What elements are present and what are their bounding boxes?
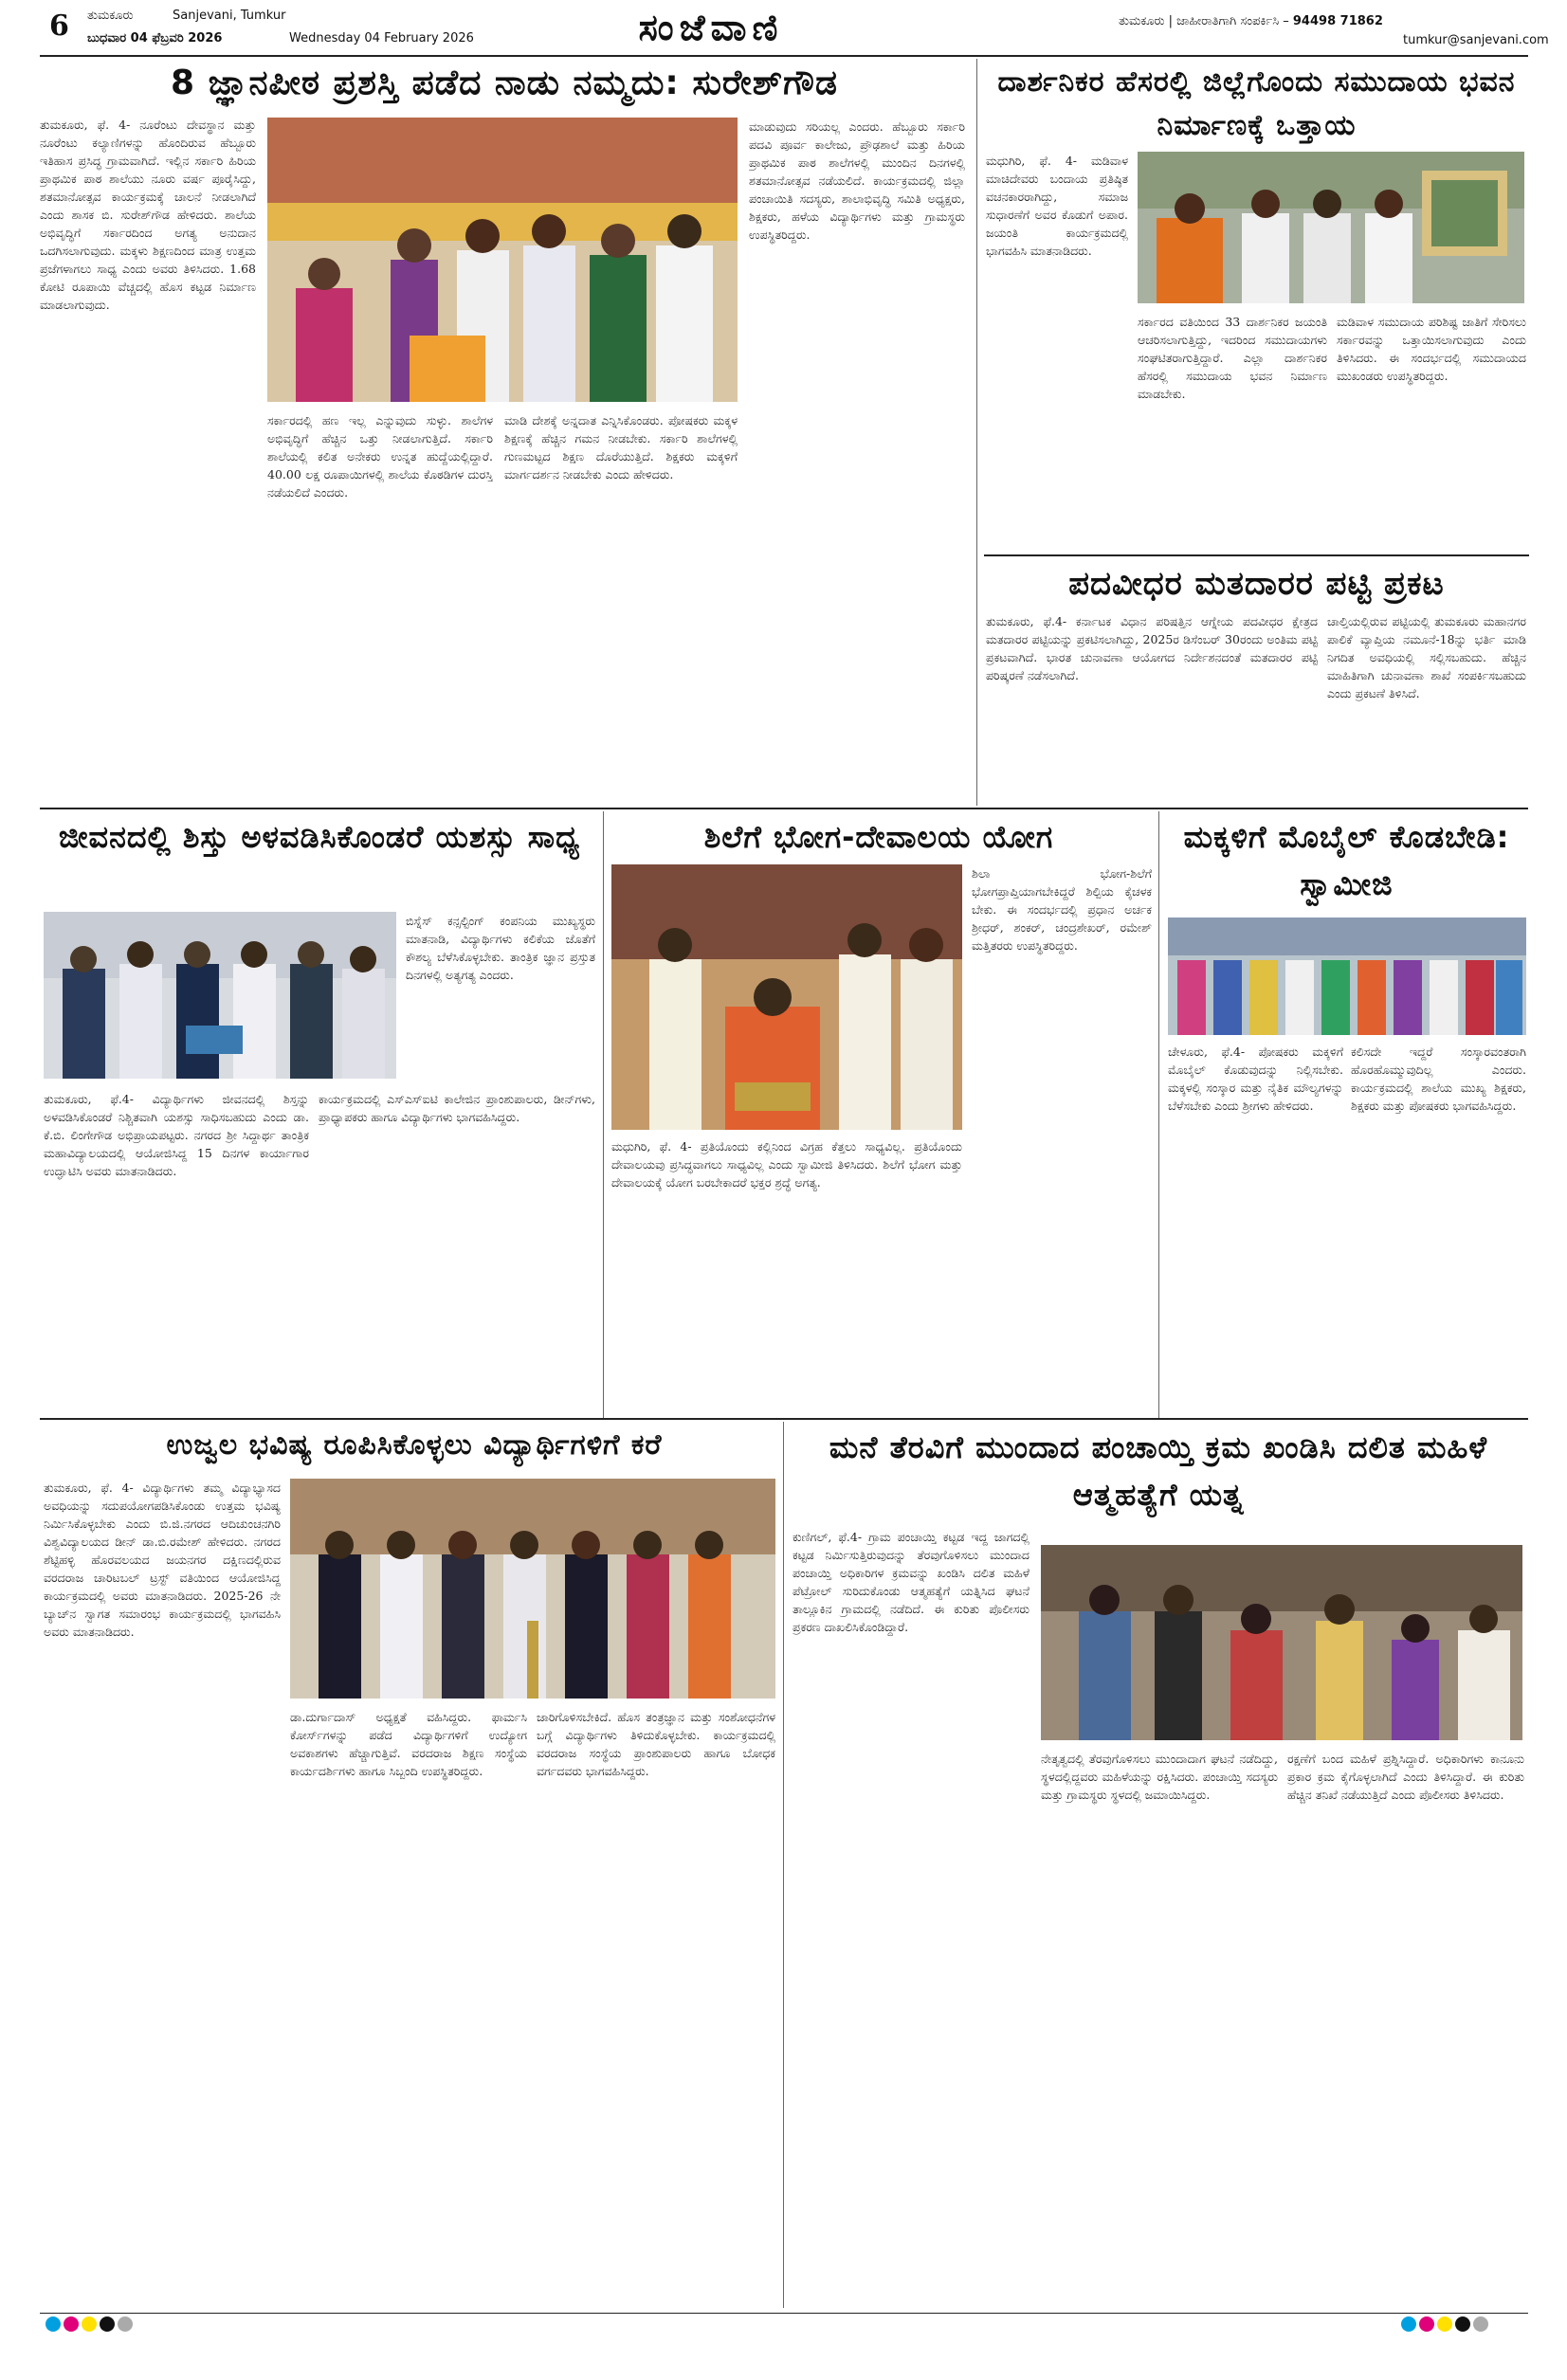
photo-school-function-image [1168, 917, 1526, 1035]
footer-rule [40, 2313, 1528, 2314]
masthead-date-english: Wednesday 04 February 2026 [289, 31, 474, 45]
column-rule [783, 1422, 784, 2308]
story-shilege-col1: ಮಧುಗಿರಿ, ಫೆ. 4- ಪ್ರತಿಯೊಂದು ಕಲ್ಲಿನಿಂದ ವಿಗ್ರಹ ಕೆತ್ತಲು ಸಾಧ್ಯವಿಲ್ಲ. ಪ್ರತಿಯೊಂದು ದೇವಾಲಯವು ಪ್ರಸಿದ್ಧವಾಗಲು ಸಾಧ್ಯವಿಲ್ಲ ಎಂದು ಸ್ವಾಮೀಜಿ ತಿಳಿಸಿದರು. ಶಿಲೆಗೆ ಭೋಗ ಮತ್ತು ದೇವಾಲಯಕ್ಕೆ ಯೋಗ ಬರಬೇಕಾದರೆ ಭಕ್ತರ ಶ್ರದ್ಧೆ ಅಗತ್ಯ. [611, 1139, 962, 1190]
story-gnanapeetha-col3: ಮಾಡಿ ದೇಶಕ್ಕೆ ಅನ್ನದಾತ ಎನ್ನಿಸಿಕೊಂಡರು. ಪೋಷಕರು ಮಕ್ಕಳ ಶಿಕ್ಷಣಕ್ಕೆ ಹೆಚ್ಚಿನ ಗಮನ ನೀಡಬೇಕು. ಸರ್ಕಾರಿ ಶಾಲೆಗಳಲ್ಲಿ ಗುಣಮಟ್ಟದ ಶಿಕ್ಷಣ ದೊರೆಯುತ್ತಿದೆ. ಶಿಕ್ಷಕರು ಮಕ್ಕಳಿಗೆ ಮಾರ್ಗದರ್ಶನ ನೀಡಬೇಕು ಎಂದು ಹೇಳಿದರು. [504, 413, 738, 481]
masthead-date-kannada: ಬುಧವಾರ 04 ಫೆಬ್ರವರಿ 2026 [87, 31, 223, 45]
column-rule [1158, 811, 1159, 1418]
section-divider-2 [40, 1418, 1528, 1420]
headline-shistu: ಜೀವನದಲ್ಲಿ ಶಿಸ್ತು ಅಳವಡಿಸಿಕೊಂಡರೆ ಯಶಸ್ಸು ಸಾಧ್ಯ [58, 819, 581, 855]
logo-text: ಸಂಜೆವಾಣಿ [638, 6, 784, 48]
magenta-mark [1419, 2316, 1434, 2332]
newspaper-logo [531, 6, 891, 49]
cyan-mark [46, 2316, 61, 2332]
yellow-mark [1437, 2316, 1452, 2332]
masthead-edition: Sanjevani, Tumkur [173, 9, 286, 23]
contact-label: ತುಮಕೂರು | ಜಾಹೀರಾತಿಗಾಗಿ ಸಂಪರ್ಕಿಸಿ – 94498 71862 [1119, 14, 1383, 28]
grey-mark [1473, 2316, 1488, 2332]
story-shistu-col1: ಬಿಸ್ನೆಸ್ ಕನ್ಸಲ್ಟಿಂಗ್ ಕಂಪನಿಯ ಮುಖ್ಯಸ್ಥರು ಮಾತನಾಡಿ, ವಿದ್ಯಾರ್ಥಿಗಳು ಕಲಿಕೆಯ ಜೊತೆಗೆ ಕೌಶಲ್ಯ ಬೆಳೆಸಿಕೊಳ್ಳಬೇಕು. ತಾಂತ್ರಿಕ ಜ್ಞಾನ ಪ್ರಸ್ತುತ ದಿನಗಳಲ್ಲಿ ಅತ್ಯಗತ್ಯ ಎಂದರು. [406, 914, 595, 982]
story-shilege-col2: ಶಿಲಾ ಭೋಗ-ಶಿಲೆಗೆ ಭೋಗಪ್ರಾಪ್ತಿಯಾಗಬೇಕಿದ್ದರೆ ಶಿಲ್ಪಿಯ ಕೈಚಳಕ ಬೇಕು. ಈ ಸಂದರ್ಭದಲ್ಲಿ ಪ್ರಧಾನ ಅರ್ಚಕ ಶ್ರೀಧರ್, ಶಂಕರ್, ಚಂದ್ರಶೇಖರ್, ರಮೇಶ್ ಮತ್ತಿತರರು ಉಪಸ್ಥಿತರಿದ್ದರು. [972, 866, 1152, 953]
story-ujwala-col3: ಜಾರಿಗೊಳಿಸಬೇಕಿದೆ. ಹೊಸ ತಂತ್ರಜ್ಞಾನ ಮತ್ತು ಸಂಶೋಧನೆಗಳ ಬಗ್ಗೆ ವಿದ್ಯಾರ್ಥಿಗಳು ತಿಳಿದುಕೊಳ್ಳಬೇಕು. ಕಾರ್ಯಕ್ರಮದಲ್ಲಿ ವರದರಾಜ ಸಂಸ್ಥೆಯ ಪ್ರಾಂಶುಪಾಲರು ಹಾಗೂ ಬೋಧಕ ವರ್ಗದವರು ಭಾಗವಹಿಸಿದ್ದರು. [537, 1710, 775, 1778]
photo-darshanika-image [1138, 152, 1524, 303]
photo-panchayithi-incident [1041, 1545, 1522, 1740]
story-gnanapeetha-col4: ಮಾಡುವುದು ಸರಿಯಲ್ಲ ಎಂದರು. ಹೆಬ್ಬೂರು ಸರ್ಕಾರಿ ಪದವಿ ಪೂರ್ವ ಕಾಲೇಜು, ಪ್ರೌಢಶಾಲೆ ಮತ್ತು ಹಿರಿಯ ಪ್ರಾಥಮಿಕ ಪಾಠ ಶಾಲೆಗಳಲ್ಲಿ ಮುಂದಿನ ದಿನಗಳಲ್ಲಿ ಶತಮಾನೋತ್ಸವ ನಡೆಯಲಿದೆ. ಕಾರ್ಯಕ್ರಮದಲ್ಲಿ ಜಿಲ್ಲಾ ಪಂಚಾಯಿತಿ ಸದಸ್ಯರು, ಶಾಲಾಭಿವೃದ್ಧಿ ಸಮಿತಿ ಅಧ್ಯಕ್ಷರು, ಶಿಕ್ಷಕರು, ಹಳೆಯ ವಿದ್ಯಾರ್ಥಿಗಳು ಮತ್ತು ಗ್ರಾಮಸ್ಥರು ಉಪಸ್ಥಿತರಿದ್ದರು. [749, 119, 965, 242]
story-gnanapeetha-col1: ತುಮಕೂರು, ಫೆ. 4- ನೂರೆಂಟು ದೇವಸ್ಥಾನ ಮತ್ತು ನೂರೆಂಟು ಕಲ್ಯಾಣಿಗಳನ್ನು ಹೊಂದಿರುವ ಹೆಬ್ಬೂರು ಇತಿಹಾಸ ಪ್ರಸಿದ್ಧ ಗ್ರಾಮವಾಗಿದೆ. ಇಲ್ಲಿನ ಸರ್ಕಾರಿ ಹಿರಿಯ ಪ್ರಾಥಮಿಕ ಪಾಠ ಶಾಲೆಯು ನೂರು ವರ್ಷ ಪೂರೈಸಿದ್ದು, ಶತಮಾನೋತ್ಸವ ಕಾರ್ಯಕ್ರಮಕ್ಕೆ ಚಾಲನೆ ನೀಡಲಾಗಿದೆ ಎಂದು ಶಾಸಕ ಬಿ. ಸುರೇಶ್‌ಗೌಡ ಹೇಳಿದರು. ಶಾಲೆಯ ಅಭಿವೃದ್ಧಿಗೆ ಸರ್ಕಾರದಿಂದ ಅಗತ್ಯ ಅನುದಾನ ಒದಗಿಸಲಾಗುವುದು. ಮಕ್ಕಳು ಶಿಕ್ಷಣದಿಂದ ಮಾತ್ರ ಉತ್ತಮ ಪ್ರಜೆಗಳಾಗಲು ಸಾಧ್ಯ ಎಂದು ಅವರು ತಿಳಿಸಿದರು. 1.68 ಕೋಟಿ ರೂಪಾಯಿ ವೆಚ್ಚದಲ್ಲಿ ಹೊಸ ಕಟ್ಟಡ ನಿರ್ಮಾಣ ಮಾಡಲಾಗುವುದು. [40, 118, 256, 312]
yellow-mark [82, 2316, 97, 2332]
registration-marks-left [46, 2316, 136, 2335]
story-mobile-col2: ಕಲಿಸದೇ ಇದ್ದರೆ ಸಂಸ್ಕಾರವಂತರಾಗಿ ಹೊರಹೊಮ್ಮುವುದಿಲ್ಲ ಎಂದರು. ಕಾರ್ಯಕ್ರಮದಲ್ಲಿ ಶಾಲೆಯ ಮುಖ್ಯ ಶಿಕ್ಷಕರು, ಶಿಕ್ಷಕರು ಮತ್ತು ಪೋಷಕರು ಭಾಗವಹಿಸಿದ್ದರು. [1351, 1045, 1526, 1113]
column-rule [976, 59, 977, 806]
registration-marks-right [1401, 2316, 1491, 2335]
masthead-rule [40, 55, 1528, 57]
story-shistu-col2: ತುಮಕೂರು, ಫೆ.4- ವಿದ್ಯಾರ್ಥಿಗಳು ಜೀವನದಲ್ಲಿ ಶಿಸ್ತನ್ನು ಅಳವಡಿಸಿಕೊಂಡರೆ ನಿಶ್ಚಿತವಾಗಿ ಯಶಸ್ಸು ಸಾಧಿಸಬಹುದು ಎಂದು ಡಾ. ಕೆ.ಬಿ. ಲಿಂಗೇಗೌಡ ಅಭಿಪ್ರಾಯಪಟ್ಟರು. ನಗರದ ಶ್ರೀ ಸಿದ್ದಾರ್ಥ ತಾಂತ್ರಿಕ ಮಹಾವಿದ್ಯಾಲಯದಲ್ಲಿ ಆಯೋಜಿಸಿದ್ದ 15 ದಿನಗಳ ಕಾರ್ಯಾಗಾರ ಉದ್ಘಾಟಿಸಿ ಅವರು ಮಾತನಾಡಿದರು. [44, 1092, 309, 1178]
masthead-place: ತುಮಕೂರು [87, 9, 134, 23]
headline-gnanapeetha: 8 ಜ್ಞಾನಪೀಠ ಪ್ರಶಸ್ತಿ ಪಡೆದ ನಾಡು ನಮ್ಮದು: ಸುರೇಶ್‌ಗೌಡ [171, 64, 838, 102]
photo-school-centenary [267, 118, 738, 402]
story-ujwala-col1: ತುಮಕೂರು, ಫೆ. 4- ವಿದ್ಯಾರ್ಥಿಗಳು ತಮ್ಮ ವಿದ್ಯಾಭ್ಯಾಸದ ಅವಧಿಯನ್ನು ಸದುಪಯೋಗಪಡಿಸಿಕೊಂಡು ಉತ್ತಮ ಭವಿಷ್ಯ ನಿರ್ಮಿಸಿಕೊಳ್ಳಬೇಕು ಎಂದು ಬಿ.ಜಿ.ನಗರದ ಆದಿಚುಂಚನಗಿರಿ ವಿಶ್ವವಿದ್ಯಾಲಯದ ಡೀನ್ ಡಾ.ಬಿ.ರಮೇಶ್ ಹೇಳಿದರು. ನಗರದ ಶೆಟ್ಟಿಹಳ್ಳಿ ಹೊರವಲಯದ ಜಯನಗರ ದಕ್ಷಿಣದಲ್ಲಿರುವ ವರದರಾಜ ಚಾರಿಟಬಲ್ ಟ್ರಸ್ಟ್ ವತಿಯಿಂದ ಆಯೋಜಿಸಿದ್ದ ಕಾರ್ಯಕ್ರಮದಲ್ಲಿ ಅವರು ಮಾತನಾಡಿದರು. 2025-26 ನೇ ಬ್ಯಾಚ್‌ನ ಸ್ವಾಗತ ಸಮಾರಂಭ ಕಾರ್ಯಕ್ರಮದಲ್ಲಿ ಭಾಗವಹಿಸಿ ಅವರು ಮಾತನಾಡಿದರು. [44, 1481, 281, 1639]
section-divider-1 [40, 808, 1528, 809]
cyan-mark [1401, 2316, 1416, 2332]
headline-ujwala: ಉಜ್ವಲ ಭವಿಷ್ಯ ರೂಪಿಸಿಕೊಳ್ಳಲು ವಿದ್ಯಾರ್ಥಿಗಳಿಗೆ ಕರೆ [166, 1428, 663, 1462]
black-mark [100, 2316, 115, 2332]
contact-email: tumkur@sanjevani.com [1403, 33, 1549, 47]
headline-panchayithi: ಮನೆ ತೆರವಿಗೆ ಮುಂದಾದ ಪಂಚಾಯ್ತಿ ಕ್ರಮ ಖಂಡಿಸಿ ದಲಿತ ಮಹಿಳೆ ಆತ್ಮಹತ್ಯೆಗೆ ಯತ್ನ [829, 1429, 1488, 1513]
story-padavidhara-col1: ತುಮಕೂರು, ಫೆ.4- ಕರ್ನಾಟಕ ವಿಧಾನ ಪರಿಷತ್ತಿನ ಆಗ್ನೇಯ ಪದವೀಧರ ಕ್ಷೇತ್ರದ ಮತದಾರರ ಪಟ್ಟಿಯನ್ನು ಪ್ರಕಟಿಸಲಾಗಿದ್ದು, 2025ರ ಡಿಸೆಂಬರ್ 30ರಂದು ಅಂತಿಮ ಪಟ್ಟಿ ಪ್ರಕಟವಾಗಿದೆ. ಭಾರತ ಚುನಾವಣಾ ಆಯೋಗದ ನಿರ್ದೇಶನದಂತೆ ಮತದಾರರ ಪಟ್ಟಿ ಪರಿಷ್ಕರಣೆ ನಡೆಸಲಾಗಿದೆ. [986, 614, 1318, 682]
photo-temple-ceremony [611, 864, 962, 1130]
photo-school-centenary-image [267, 118, 738, 402]
photo-workshop-image [44, 912, 396, 1079]
story-panchayithi-col1: ಕುಣಿಗಲ್, ಫೆ.4- ಗ್ರಾಮ ಪಂಚಾಯ್ತಿ ಕಟ್ಟಡ ಇದ್ದ ಜಾಗದಲ್ಲಿ ಕಟ್ಟಡ ನಿರ್ಮಿಸುತ್ತಿರುವುದನ್ನು ತೆರವುಗೊಳಿಸಲು ಮುಂದಾದ ಪಂಚಾಯ್ತಿ ಅಧಿಕಾರಿಗಳ ಕ್ರಮವನ್ನು ಖಂಡಿಸಿ ದಲಿತ ಮಹಿಳೆ ಪೆಟ್ರೋಲ್ ಸುರಿದುಕೊಂಡು ಆತ್ಮಹತ್ಯೆಗೆ ಯತ್ನಿಸಿದ ಘಟನೆ ತಾಲ್ಲೂಕಿನ ಗ್ರಾಮದಲ್ಲಿ ನಡೆದಿದೆ. ಈ ಕುರಿತು ಪೊಲೀಸರು ಪ್ರಕರಣ ದಾಖಲಿಸಿಕೊಂಡಿದ್ದಾರೆ. [793, 1530, 1029, 1634]
photo-workshop [44, 912, 396, 1079]
headline-padavidhara: ಪದವೀಧರ ಮತದಾರರ ಪಟ್ಟಿ ಪ್ರಕಟ [1068, 565, 1445, 603]
story-mobile-col1: ಚೇಳೂರು, ಫೆ.4- ಪೋಷಕರು ಮಕ್ಕಳಿಗೆ ಮೊಬೈಲ್ ಕೊಡುವುದನ್ನು ನಿಲ್ಲಿಸಬೇಕು. ಮಕ್ಕಳಲ್ಲಿ ಸಂಸ್ಕಾರ ಮತ್ತು ನೈತಿಕ ಮೌಲ್ಯಗಳನ್ನು ಬೆಳೆಸಬೇಕು ಎಂದು ಶ್ರೀಗಳು ಹೇಳಿದರು. [1168, 1045, 1343, 1113]
photo-pharmacy-college [290, 1479, 775, 1699]
story-ujwala-col2: ಡಾ.ದುರ್ಗಾದಾಸ್ ಅಧ್ಯಕ್ಷತೆ ವಹಿಸಿದ್ದರು. ಫಾರ್ಮಸಿ ಕೋರ್ಸ್‌ಗಳನ್ನು ಪಡೆದ ವಿದ್ಯಾರ್ಥಿಗಳಿಗೆ ಉದ್ಯೋಗ ಅವಕಾಶಗಳು ಹೆಚ್ಚಾಗುತ್ತಿವೆ. ವರದರಾಜ ಶಿಕ್ಷಣ ಸಂಸ್ಥೆಯ ಕಾರ್ಯದರ್ಶಿಗಳು ಹಾಗೂ ಸಿಬ್ಬಂದಿ ಉಪಸ್ಥಿತರಿದ್ದರು. [290, 1710, 527, 1778]
story-panchayithi-col3: ರಕ್ಷಣೆಗೆ ಬಂದ ಮಹಿಳೆ ಪ್ರಶ್ನಿಸಿದ್ದಾರೆ. ಅಧಿಕಾರಿಗಳು ಕಾನೂನು ಪ್ರಕಾರ ಕ್ರಮ ಕೈಗೊಳ್ಳಲಾಗಿದೆ ಎಂದು ತಿಳಿಸಿದ್ದಾರೆ. ಈ ಕುರಿತು ಹೆಚ್ಚಿನ ತನಿಖೆ ನಡೆಯುತ್ತಿದೆ ಎಂದು ಪೊಲೀಸರು ತಿಳಿಸಿದರು. [1287, 1752, 1524, 1802]
story-darshanika-col2: ಸರ್ಕಾರದ ವತಿಯಿಂದ 33 ದಾರ್ಶನಿಕರ ಜಯಂತಿ ಆಚರಿಸಲಾಗುತ್ತಿದ್ದು, ಇದರಿಂದ ಸಮುದಾಯಗಳು ಸಂಘಟಿತರಾಗುತ್ತಿದ್ದಾರೆ. ಎಲ್ಲಾ ದಾರ್ಶನಿಕರ ಹೆಸರಲ್ಲಿ ಸಮುದಾಯ ಭವನ ನಿರ್ಮಾಣ ಮಾಡಬೇಕು. [1138, 315, 1327, 401]
photo-pharmacy-image [290, 1479, 775, 1699]
grey-mark [118, 2316, 133, 2332]
story-padavidhara-col2: ಚಾಲ್ತಿಯಲ್ಲಿರುವ ಪಟ್ಟಿಯಲ್ಲಿ ತುಮಕೂರು ಮಹಾನಗರ ಪಾಲಿಕೆ ವ್ಯಾಪ್ತಿಯ ನಮೂನೆ-18ನ್ನು ಭರ್ತಿ ಮಾಡಿ ನಿಗದಿತ ಅವಧಿಯಲ್ಲಿ ಸಲ್ಲಿಸಬಹುದು. ಹೆಚ್ಚಿನ ಮಾಹಿತಿಗಾಗಿ ಚುನಾವಣಾ ಶಾಖೆ ಸಂಪರ್ಕಿಸಬಹುದು ಎಂದು ಪ್ರಕಟಣೆ ತಿಳಿಸಿದೆ. [1327, 614, 1526, 700]
headline-darshanika: ದಾರ್ಶನಿಕರ ಹೆಸರಲ್ಲಿ ಜಿಲ್ಲೆಗೊಂದು ಸಮುದಾಯ ಭವನ ನಿರ್ಮಾಣಕ್ಕೆ ಒತ್ತಾಯ [997, 65, 1516, 142]
headline-mobile: ಮಕ್ಕಳಿಗೆ ಮೊಬೈಲ್ ಕೊಡಬೇಡಿ: ಸ್ವಾಮೀಜಿ [1183, 819, 1510, 902]
story-shistu-col3: ಕಾರ್ಯಕ್ರಮದಲ್ಲಿ ಎಸ್‌ಎಸ್‌ಐಟಿ ಕಾಲೇಜಿನ ಪ್ರಾಂಶುಪಾಲರು, ಡೀನ್‌ಗಳು, ಪ್ರಾಧ್ಯಾಪಕರು ಹಾಗೂ ವಿದ್ಯಾರ್ಥಿಗಳು ಭಾಗವಹಿಸಿದ್ದರು. [319, 1092, 595, 1124]
photo-darshanika-event [1138, 152, 1524, 303]
story-divider [984, 554, 1529, 556]
column-rule [603, 811, 604, 1418]
story-darshanika-col3: ಮಡಿವಾಳ ಸಮುದಾಯ ಪರಿಶಿಷ್ಟ ಜಾತಿಗೆ ಸೇರಿಸಲು ಸರ್ಕಾರವನ್ನು ಒತ್ತಾಯಿಸಲಾಗುವುದು ಎಂದು ತಿಳಿಸಿದರು. ಈ ಸಂದರ್ಭದಲ್ಲಿ ಸಮುದಾಯದ ಮುಖಂಡರು ಉಪಸ್ಥಿತರಿದ್ದರು. [1337, 315, 1526, 383]
contact-phone: 94498 71862 [1292, 14, 1383, 28]
photo-temple-image [611, 864, 962, 1130]
photo-incident-image [1041, 1545, 1522, 1740]
story-gnanapeetha-col2: ಸರ್ಕಾರದಲ್ಲಿ ಹಣ ಇಲ್ಲ ಎನ್ನುವುದು ಸುಳ್ಳು. ಶಾಲೆಗಳ ಅಭಿವೃದ್ಧಿಗೆ ಹೆಚ್ಚಿನ ಒತ್ತು ನೀಡಲಾಗುತ್ತಿದೆ. ಸರ್ಕಾರಿ ಶಾಲೆಯಲ್ಲಿ ಕಲಿತ ಅನೇಕರು ಉನ್ನತ ಹುದ್ದೆಯಲ್ಲಿದ್ದಾರೆ. 40.00 ಲಕ್ಷ ರೂಪಾಯಿಗಳಲ್ಲಿ ಶಾಲೆಯ ಕೊಠಡಿಗಳ ದುರಸ್ತಿ ನಡೆಯಲಿದೆ ಎಂದರು. [267, 413, 493, 500]
story-panchayithi-col2: ನೇತೃತ್ವದಲ್ಲಿ ತೆರವುಗೊಳಿಸಲು ಮುಂದಾದಾಗ ಘಟನೆ ನಡೆದಿದ್ದು, ಸ್ಥಳದಲ್ಲಿದ್ದವರು ಮಹಿಳೆಯನ್ನು ರಕ್ಷಿಸಿದರು. ಪಂಚಾಯ್ತಿ ಸದಸ್ಯರು ಮತ್ತು ಗ್ರಾಮಸ್ಥರು ಸ್ಥಳದಲ್ಲಿ ಜಮಾಯಿಸಿದ್ದರು. [1041, 1752, 1278, 1802]
photo-school-function [1168, 917, 1526, 1035]
black-mark [1455, 2316, 1470, 2332]
page-number: 6 [49, 9, 69, 43]
story-darshanika-col1: ಮಧುಗಿರಿ, ಫೆ. 4- ಮಡಿವಾಳ ಮಾಚಿದೇವರು ಬಂದಾಯ ಪ್ರತಿಷ್ಠಿತ ವಚನಕಾರರಾಗಿದ್ದು, ಸಮಾಜ ಸುಧಾರಣೆಗೆ ಅವರ ಕೊಡುಗೆ ಅಪಾರ. ಜಯಂತಿ ಕಾರ್ಯಕ್ರಮದಲ್ಲಿ ಭಾಗವಹಿಸಿ ಮಾತನಾಡಿದರು. [986, 154, 1128, 258]
magenta-mark [64, 2316, 79, 2332]
headline-shilege: ಶಿಲೆಗೆ ಭೋಗ-ದೇವಾಲಯ ಯೋಗ [703, 819, 1054, 855]
masthead [0, 0, 1567, 55]
